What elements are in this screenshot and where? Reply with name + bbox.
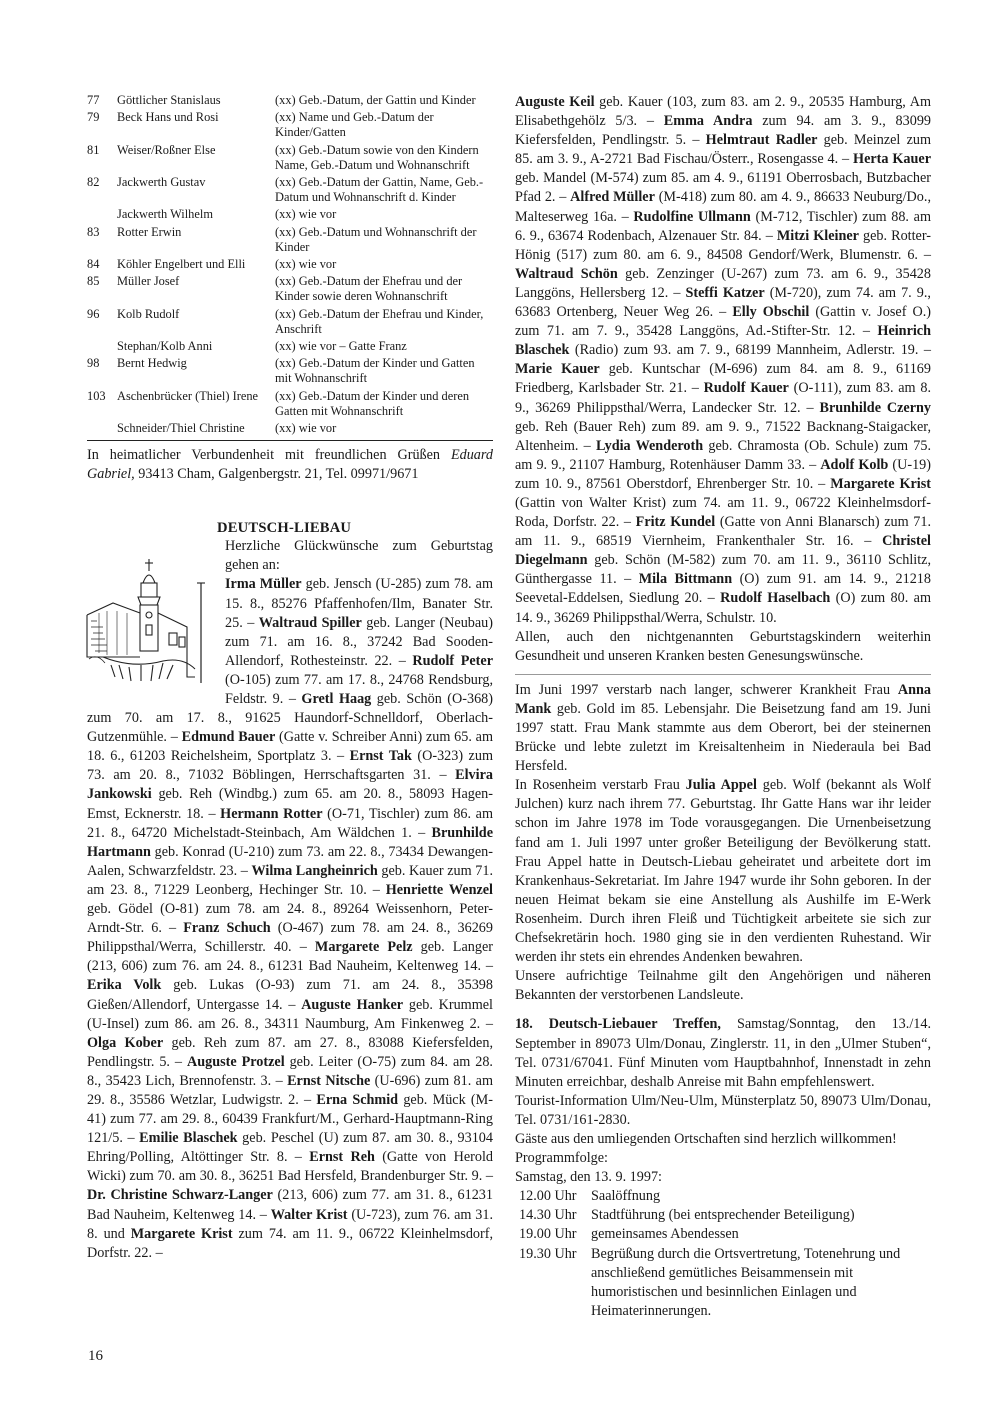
request-number: 82 (87, 175, 100, 190)
birthday-details: geb. Leiter (O-75) zum 84. am 28. 8., 35423 Lich, Brennofenstr. 3. – (87, 1053, 493, 1089)
request-detail: (xx) Geb.-Datum sowie von den Kindern Name, Geb.-Datum und Wohnanschrift (275, 142, 479, 172)
birthday-name: Alfred Müller (570, 189, 655, 206)
program-label: Programmfolge: (515, 1150, 608, 1167)
birthday-name: Wilma Langheinrich (251, 862, 378, 879)
birthday-details: (O) zum 80. am 14. 9., 36269 Philippsthal/Werra, Schulstr. 10. (515, 590, 931, 626)
birthday-details: (O-111), zum 83. am 8. 9., 36269 Philippsthal/Werra, Landecker Str. 12. – (515, 380, 931, 416)
birthday-details: (O) zum 91. am 14. 9., 21218 Seevetal-Eddelsen, Siedlung 20. – (515, 571, 931, 607)
birthday-details: geb. Konrad (U-210) zum 73. am 22. 8., 73434 Dewangen-Aalen, Schwarzfeldstr. 23. – (87, 843, 493, 879)
condolence: Unsere aufrichtige Teilnahme gilt den Angehörigen und näheren Bekannten der verstorbenen Landsleute. (515, 968, 931, 1004)
program-event: Saalöffnung (591, 1188, 661, 1205)
program-schedule (515, 1187, 931, 1321)
request-row (87, 108, 493, 140)
request-name: Stephan/Kolb Anni (117, 339, 213, 354)
request-name: Müller Josef (117, 274, 180, 289)
birthday-name: Edmund Bauer (181, 729, 276, 746)
request-name: Jackwerth Wilhelm (117, 207, 213, 222)
request-name: Göttlicher Stanislaus (117, 93, 221, 107)
birthday-details: geb. Kauer (103, zum 83. am 2. 9., 20535 Hamburg, Am Elisabethgehölz 5/3. – (515, 94, 931, 130)
birthday-details: (Gatte von Herold Wicki) zum 70. am 30. 8., 36251 Bad Hersfeld, Brandenburger Str. 9. – (87, 1149, 493, 1185)
birthday-details: geb. Kauer zum 71. am 23. 8., 71229 Leonberg, Hechinger Str. 10. – (87, 862, 493, 898)
birthday-name: Emilie Blaschek (139, 1130, 238, 1147)
request-number: 103 (87, 388, 106, 403)
request-number: 81 (87, 142, 100, 157)
birthday-name: Ernst Nitsche (287, 1072, 371, 1089)
request-number: 77 (87, 93, 100, 107)
birthday-details: (Gattin von Walter Krist) zum 74. am 11. 9., 06722 Kleinhelmsdorf-Roda, Dorfstr. 22. – (515, 494, 931, 531)
program-time: 14.30 Uhr (519, 1207, 577, 1224)
request-name: Weiser/Roßner Else (117, 142, 216, 157)
request-detail: (xx) Geb.-Datum der Kinder und Gatten mit Wohnanschrift (275, 356, 475, 386)
birthday-details: (O-105) zum 77. am 17. 8., 24768 Rendsburg, Feldstr. 9. – (225, 671, 493, 708)
birthday-name: Rudolf Haselbach (720, 590, 831, 607)
treffen-text: Samstag/Sonntag, den 13./14. September in 89073 Ulm/Donau, Zinglerstr. 11, in den „Ulmer Stuben“, Tel. 0731/67041. Fünf Minuten vom Hauptbahnhof, Innenstadt in zehn Minuten erreichbar, deshalb Anreise mit Bahn empfehlenswert. (515, 1016, 931, 1090)
birthday-name: Waltraud Spiller (258, 614, 362, 631)
birthday-name: Mila Bittmann (638, 571, 733, 588)
birthday-details: (U-696) zum 81. am 29. 8., 35586 Wetzlar, Ludwigstr. 2. – (87, 1072, 493, 1108)
section-divider (515, 674, 931, 675)
birthday-name: Steffi Katzer (685, 284, 765, 301)
request-number (87, 419, 117, 436)
birthday-name: Auguste Protzel (186, 1053, 285, 1070)
request-detail: (xx) Geb.-Datum und Wohnanschrift der Kinder (275, 224, 477, 254)
request-detail: (xx) Geb.-Datum der Gattin, Name, Geb.-Datum und Wohnanschrift d. Kinder (275, 175, 484, 205)
request-number (87, 205, 117, 222)
request-row (87, 337, 493, 354)
birthday-details: geb. Langer (Neubau) zum 71. am 16. 8., 37242 Bad Sooden-Allendorf, Rothesteinstr. 22. – (225, 614, 493, 669)
request-name: Schneider/Thiel Christine (117, 421, 245, 436)
birthday-details: (M-720), zum 74. am 7. 9., 63683 Ortenberg, Neuer Weg 26. – (515, 284, 931, 321)
birthday-name: Brunhilde Hartmann (87, 824, 493, 860)
birthday-name: Henriette Wenzel (385, 881, 493, 898)
birthday-details: geb. Meinzel zum 85. am 3. 9., A-2721 Bad Fischau/Österr., Rosengasse 4. – (515, 132, 931, 168)
program-time: 19.00 Uhr (519, 1226, 577, 1243)
request-row (87, 419, 493, 436)
birthday-name: Hermann Rotter (220, 805, 323, 822)
request-row (87, 173, 493, 205)
request-name: Jackwerth Gustav (117, 175, 206, 190)
obituary-appel (515, 776, 931, 967)
program-item (515, 1206, 931, 1225)
request-row (87, 93, 493, 108)
request-detail: (xx) Geb.-Datum, der Gattin und Kinder (275, 93, 476, 107)
closing-wishes: Allen, auch den nichtgenannten Geburtstagskindern weiterhin Gesundheit und unseren Kranken besten Genesungswünsche. (515, 628, 931, 664)
birthday-name: Margarete Krist (830, 475, 931, 492)
birthday-details: (Radio) zum 93. am 7. 9., 68199 Mannheim, Adlerstr. 19. – (569, 342, 931, 359)
request-row (87, 387, 493, 419)
request-detail: (xx) Geb.-Datum der Ehefrau und der Kinder sowie deren Wohnanschrift (275, 274, 463, 304)
birthday-name: Margarete Krist (130, 1225, 233, 1242)
program-event: Stadtführung (bei entsprechender Beteiligung) (591, 1207, 855, 1224)
birthday-name: Lydia Wenderoth (595, 437, 704, 454)
request-row (87, 272, 493, 304)
request-number: 79 (87, 110, 100, 125)
obituary-mank-intro: Im Juni 1997 verstarb nach langer, schwerer Krankheit Frau (515, 681, 898, 698)
request-name: Beck Hans und Rosi (117, 110, 219, 125)
birthday-name: Ernst Reh (309, 1149, 375, 1166)
request-row (87, 205, 493, 222)
greeting-paragraph (87, 446, 493, 484)
birthday-name: Heinrich Blaschek (515, 323, 931, 359)
request-detail: (xx) Geb.-Datum der Ehefrau und Kinder, Anschrift (275, 306, 484, 336)
request-detail: (xx) wie vor – Gatte Franz (275, 339, 407, 354)
birthday-details: geb. Jensch (U-285) zum 78. am 15. 8., 85276 Pfaffenhofen/Ilm, Banater Str. 25. – (225, 576, 493, 631)
birthday-details: (Gatte von Anni Blanarsch) zum 71. am 11. 9., 68519 Viernheim, Frankenthaler Str. 16. – (515, 514, 932, 550)
birthday-details: (Gattin v. Josef O.) zum 71. am 7. 9., 35428 Langgöns, Ad.-Stifter-Str. 12. – (515, 304, 931, 340)
birthday-list-continued (515, 93, 931, 628)
obituary-appel-intro: In Rosenheim verstarb Frau (515, 777, 686, 794)
greeting-address: 93413 Cham, Galgenbergstr. 21, Tel. 09971/9671 (134, 466, 419, 483)
birthday-name: Emma Andra (663, 113, 753, 130)
request-name: Aschenbrücker (Thiel) Irene (117, 388, 259, 403)
birthday-name: Elvira Jankowski (87, 767, 493, 803)
table-divider (87, 440, 493, 441)
request-detail: (xx) wie vor (275, 421, 337, 436)
birthday-details: (O-323) zum 73. am 20. 8., 71032 Böblingen, Herrschaftsgarten 31. – (87, 748, 493, 784)
birthday-name: Elly Obschil (732, 304, 810, 321)
birthday-name: Adolf Kolb (820, 456, 889, 473)
birthday-name: Dr. Christine Schwarz-Langer (87, 1187, 273, 1204)
birthday-name: Irma Müller (225, 576, 302, 593)
request-row (87, 354, 493, 386)
request-row (87, 141, 493, 173)
request-number (87, 337, 117, 354)
birthday-name: Erika Volk (87, 977, 162, 994)
request-row (87, 305, 493, 337)
birthday-name: Herta Kauer (853, 151, 932, 168)
obituary-mank-name: Anna Mank (515, 681, 931, 717)
treffen-announcement (515, 1015, 931, 1091)
birthday-details: zum 74. am 11. 9., 06722 Kleinhelmsdorf, Dorfstr. 22. – (87, 1225, 493, 1261)
birthday-name: Margarete Pelz (314, 939, 413, 956)
birthday-name: Franz Schuch (183, 920, 271, 937)
birthday-list (87, 537, 493, 1263)
birthday-name: Auguste Hanker (301, 996, 404, 1013)
request-detail: (xx) Geb.-Datum der Kinder und deren Gatten mit Wohnanschrift (275, 388, 470, 418)
birthday-details: zum 94. am 3. 9., 83099 Kiefersfelden, Pendlingstr. 5. – (515, 113, 932, 149)
request-number: 84 (87, 257, 100, 272)
obituary-appel-text: geb. Wolf (bekannt als Wolf Julchen) kurz nach ihrem 77. Geburtstag. Ihr Gatte Hans war ihr leider schon im Jahre 1978 im Tode vorausgegangen. Die Urnenbeisetzung fand am 1. Juli 1997 unter großer Beteiligung der Bevölkerung statt. Frau Appel hatte in Deutsch-Liebau geheiratet und arbeitete dort im Krankenhaus-Sekretariat. Im Jahre 1947 wurde ihr Sohn geboren. In der neuen Heimat bekam sie eine Anstellung als Aushilfe im E-Werk Rosenheim. Durch ihren Fleiß und Tüchtigkeit arbeitete sie sich zur Chefsekretärin hoch. 1980 ging sie in den verdienten Ruhestand. Wir werden ihr stets ein ehrendes Andenken bewahren. (515, 777, 931, 966)
left-column (87, 93, 493, 1263)
birthday-details: (O-467) zum 78. am 24. 8., 36269 Philippsthal/Werra, Schillerstr. 40. – (87, 920, 493, 956)
request-row (87, 223, 493, 255)
birthday-name: Christel Diegelmann (515, 533, 931, 569)
program-time: 12.00 Uhr (519, 1188, 577, 1205)
birthday-name: Ernst Tak (349, 748, 412, 765)
birthday-name: Auguste Keil (515, 94, 595, 110)
birthday-name: Rudolf Kauer (703, 380, 789, 397)
birthday-details: geb. Reh zum 87. am 27. 8., 83088 Kiefersfelden, Pendlingstr. 5. – (87, 1034, 493, 1070)
birthday-details: (213, 606) zum 77. am 31. 8., 61231 Bad Nauheim, Keltenweg 14. – (87, 1187, 493, 1223)
guests-welcome: Gäste aus den umliegenden Ortschaften sind herzlich willkommen! (515, 1130, 897, 1147)
request-name: Köhler Engelbert und Elli (117, 257, 246, 272)
birthday-name: Olga Kober (87, 1034, 164, 1051)
birthday-details: geb. Lukas (O-93) zum 71. am 24. 8., 35398 Gießen/Allendorf, Untergasse 14. – (87, 977, 493, 1013)
program-event: Begrüßung durch die Ortsvertretung, Totenehrung und anschließend gemütliches Beisammensein mit humoristischen und besinnlichen Einlagen und Heimaterinnerungen. (591, 1245, 901, 1319)
birthday-name: Marie Kauer (515, 361, 600, 378)
birthday-details: geb. Reh (Bauer Reh) zum 89. am 9. 9., 71522 Backnang-Staigacker, Altenheim. – (515, 418, 931, 454)
birthday-details: geb. Rotter-Hönig (517) zum 80. am 6. 9., 84508 Gendorf/Werk, Blumenstr. 6. – (515, 227, 932, 263)
birthday-details: geb. Chramosta (Ob. Schule) zum 75. am 9. 9., 21107 Hamburg, Rotenhäuser Damm 33. – (515, 437, 931, 473)
page-number: 16 (88, 1348, 103, 1364)
request-number: 85 (87, 274, 100, 289)
birthday-name: Waltraud Schön (515, 265, 618, 282)
request-table (87, 93, 493, 436)
birthday-name: Brunhilde Czerny (819, 399, 931, 416)
birthday-name: Mitzi Kleiner (776, 227, 859, 244)
program-day: Samstag, den 13. 9. 1997: (515, 1169, 662, 1186)
birthday-name: Walter Krist (270, 1206, 348, 1223)
birthday-details: (U-723), zum 76. am 31. 8. und (87, 1206, 493, 1242)
obituary-appel-name: Julia Appel (685, 777, 757, 794)
request-row (87, 255, 493, 272)
church-illustration (83, 553, 219, 693)
birthday-details: geb. Peschel (U) zum 87. am 30. 8., 93104 Ehring/Polling, Altöttinger Str. 8. – (87, 1130, 493, 1166)
birthday-details: geb. Langer (213, 606) zum 76. am 24. 8., 61231 Bad Nauheim, Keltenweg 14. – (87, 939, 493, 975)
birthday-name: Fritz Kundel (635, 514, 716, 531)
request-detail: (xx) wie vor (275, 257, 337, 272)
birthday-details: (Gatte v. Schreiber Anni) zum 65. am 18. 6., 61203 Reichelsheim, Sportplatz 3. – (87, 729, 493, 765)
birthday-details: (O-71, Tischler) zum 86. am 21. 8., 64720 Michelstadt-Steinbach, Am Wäldchen 1. – (87, 805, 494, 841)
request-detail: (xx) Name und Geb.-Datum der Kinder/Gatten (275, 110, 434, 140)
request-name: Bernt Hedwig (117, 356, 187, 371)
birthday-details: geb. Zenzinger (U-267) zum 73. am 6. 9., 35428 Langgöns, Hellersberg 12. – (515, 265, 931, 301)
greeting-signer: Eduard Gabriel, (87, 447, 493, 483)
program-item (515, 1225, 931, 1244)
birthday-details: geb. Kuntschar (M-696) zum 84. am 8. 9., 61169 Friedberg, Karlsbader Str. 21. – (515, 361, 931, 397)
request-name: Rotter Erwin (117, 224, 182, 239)
birthday-details: (M-712, Tischler) zum 88. am 6. 9., 63674 Rodenbach, Alzenauer Str. 84. – (515, 208, 931, 244)
request-number: 83 (87, 224, 100, 239)
program-item (515, 1245, 931, 1321)
program-event: gemeinsames Abendessen (591, 1226, 739, 1243)
obituary-mank-text: geb. Gold im 85. Lebensjahr. Die Beisetzung fand am 19. Juni 1997 statt. Frau Mank stammte aus dem Oberort, bei der steinernen Brücke und lebte zuletzt im Kreisaltenheim in Niederaula bei Bad Hersfeld. (515, 700, 931, 775)
birthday-details: (U-19) zum 10. 9., 87561 Oberstdorf, Ehrenberger Str. 10. – (515, 456, 931, 492)
right-column (515, 93, 931, 1321)
birthday-details: geb. Mandel (M-574) zum 85. am 4. 9., 61191 Oberrosbach, Butzbacher Pfad 2. – (515, 170, 931, 206)
birthday-name: Erna Schmid (316, 1091, 399, 1108)
section-title-deutsch-liebau: DEUTSCH-LIEBAU (217, 520, 352, 537)
treffen-title: 18. Deutsch-Liebauer Treffen, (515, 1016, 721, 1033)
birthday-details: (M-418) zum 80. am 4. 9., 86633 Neuburg/Do., Malteserweg 16a. – (515, 189, 931, 225)
request-detail: (xx) wie vor (275, 207, 337, 222)
program-item (515, 1187, 931, 1206)
birthday-details: geb. Gödel (O-81) zum 78. am 24. 8., 89264 Weissenhorn, Peter-Arndt-Str. 6. – (87, 901, 493, 937)
birthday-details: geb. Schön (M-582) zum 70. am 11. 9., 36110 Schlitz, Günthergasse 11. – (515, 552, 931, 588)
greeting-text: In heimatlicher Verbundenheit mit freundlichen Grüßen (87, 447, 451, 464)
birthday-details: geb. Mück (M-41) zum 77. am 29. 8., 60439 Frankfurt/M., Gerhard-Hauptmann-Ring 121/5. – (87, 1091, 493, 1147)
birthday-details: geb. Krummel (U-Insel) zum 86. am 26. 8., 34311 Naumburg, Am Finkenweg 2. – (87, 996, 493, 1032)
birthday-details: geb. Schön (O-368) zum 70. am 17. 8., 91625 Haundorf-Schnelldorf, Oberlach-Gutzenmühle. – (87, 691, 493, 746)
request-name: Kolb Rudolf (117, 306, 180, 321)
birthday-name: Rudolf Peter (412, 652, 493, 669)
birthday-name: Rudolfine Ullmann (633, 208, 751, 225)
program-time: 19.30 Uhr (519, 1245, 577, 1262)
request-number: 98 (87, 356, 100, 371)
birthday-intro: Herzliche Glückwünsche zum Geburtstag gehen an: (225, 538, 493, 574)
request-number: 96 (87, 306, 100, 321)
obituary-mank (515, 681, 931, 776)
tourist-info: Tourist-Information Ulm/Neu-Ulm, Münsterplatz 50, 89073 Ulm/Donau, Tel. 0731/161-2830. (515, 1092, 931, 1128)
birthday-name: Gretl Haag (301, 691, 372, 708)
birthday-details: geb. Reh (Windbg.) zum 65. am 20. 8., 58093 Hagen-Emst, Ecknerstr. 18. – (87, 786, 493, 822)
birthday-name: Helmtraut Radler (705, 132, 818, 149)
